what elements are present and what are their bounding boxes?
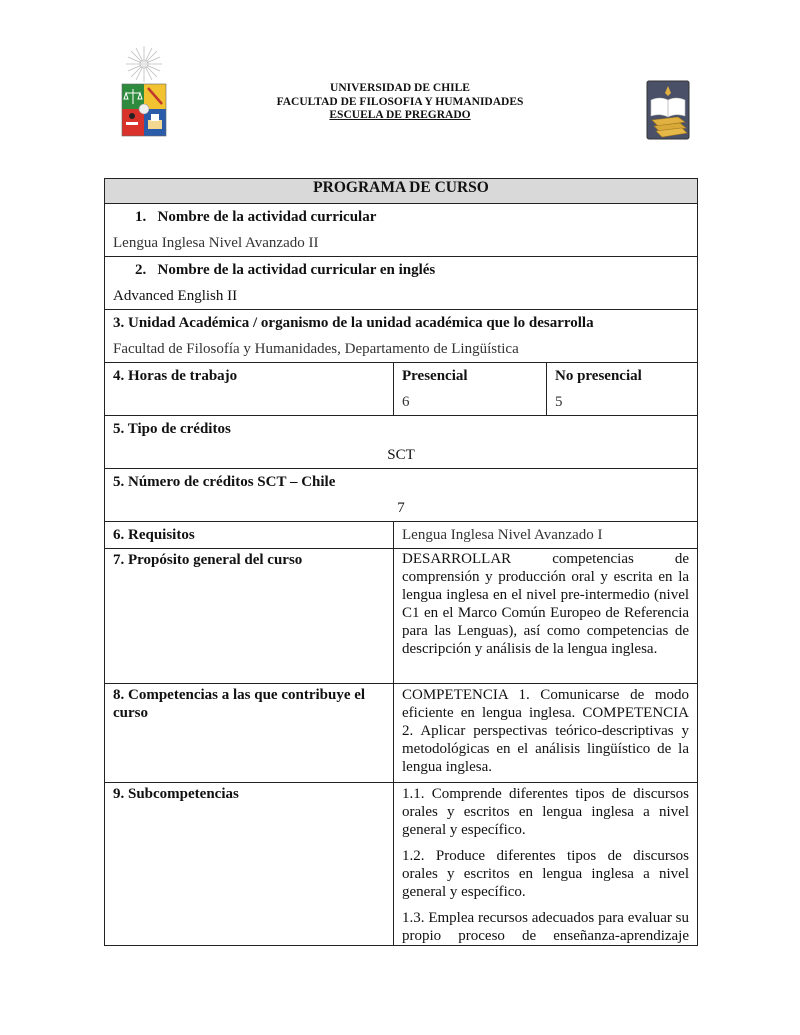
section-credit-type <box>105 416 698 469</box>
section-general-purpose <box>105 549 394 684</box>
page-header <box>0 0 800 150</box>
institution-heading <box>200 82 600 123</box>
section-label: 6. Requisitos <box>113 527 195 543</box>
subcompetencies-value-cell <box>394 783 698 946</box>
table-row <box>105 310 698 363</box>
section-label: 3. Unidad Académica / organismo de la unidad académica que lo desarrolla <box>113 315 594 331</box>
section-academic-unit <box>105 310 698 363</box>
section-value: DESARROLLAR competencias de comprensión y producción oral y escrita en la lengua inglesa en el nivel pre-intermedio (nivel C1 en el Marco Común Europeo de Referencia para las Lenguas), así como competencias de descripción y análisis de la lengua inglesa. <box>402 551 690 657</box>
section-label-text: Nombre de la actividad curricular en inglés <box>157 262 436 278</box>
section-credit-count <box>105 469 698 522</box>
table-row <box>105 204 698 257</box>
faculty-name: FACULTAD DE FILOSOFIA Y HUMANIDADES <box>276 95 524 108</box>
section-label: 7. Propósito general del curso <box>113 552 303 568</box>
course-program-table <box>104 178 698 946</box>
presencial-label: Presencial <box>402 368 468 384</box>
section-work-hours <box>105 363 394 416</box>
section-label: 5. Tipo de créditos <box>113 421 231 437</box>
table-row <box>105 684 698 783</box>
table-row <box>105 469 698 522</box>
table-row <box>105 783 698 946</box>
table-row <box>105 416 698 469</box>
section-label: 5. Número de créditos SCT – Chile <box>113 474 336 490</box>
section-label: 9. Subcompetencias <box>113 786 239 802</box>
section-activity-name <box>105 204 698 257</box>
section-value: 7 <box>397 500 405 516</box>
table-row <box>105 363 698 416</box>
section-label-text: Nombre de la actividad curricular <box>157 209 377 225</box>
no-presencial-label: No presencial <box>555 368 642 384</box>
section-value: Lengua Inglesa Nivel Avanzado II <box>113 235 319 251</box>
school-name: ESCUELA DE PREGRADO <box>329 109 471 121</box>
presencial-cell <box>394 363 547 416</box>
section-competencies <box>105 684 394 783</box>
table-row <box>105 257 698 310</box>
section-value: COMPETENCIA 1. Comunicarse de modo eficiente en lengua inglesa. COMPETENCIA 2. Aplicar perspectivas teórico-descriptivas y metodológicas en el análisis lingüístico de la lengua inglesa. <box>402 687 690 775</box>
university-name: UNIVERSIDAD DE CHILE <box>330 82 470 94</box>
subcompetency-item: 1.3. Emplea recursos adecuados para evaluar su propio proceso de enseñanza-aprendizaje <box>402 910 690 944</box>
table-title: PROGRAMA DE CURSO <box>105 179 698 204</box>
section-activity-name-english <box>105 257 698 310</box>
open-book-on-books-icon <box>646 80 690 140</box>
table-row <box>105 522 698 549</box>
section-number: 1. <box>135 209 147 225</box>
section-value: Facultad de Filosofía y Humanidades, Departamento de Lingüística <box>113 341 519 357</box>
universidad-de-chile-crest-icon <box>118 44 170 138</box>
section-label: 8. Competencias a las que contribuye el curso <box>113 687 366 721</box>
section-subcompetencies <box>105 783 394 946</box>
section-label <box>113 257 689 283</box>
subcompetency-item: 1.2. Produce diferentes tipos de discursos orales y escritos en lengua inglesa a nivel general y específico. <box>402 848 690 900</box>
requirements-value-cell <box>394 522 698 549</box>
competencies-value-cell <box>394 684 698 783</box>
section-value: SCT <box>387 447 415 463</box>
section-requirements <box>105 522 394 549</box>
section-value: Advanced English II <box>113 288 238 304</box>
section-label <box>113 204 689 230</box>
general-purpose-value-cell <box>394 549 698 684</box>
presencial-value: 6 <box>402 394 410 410</box>
no-presencial-cell <box>547 363 698 416</box>
section-value: Lengua Inglesa Nivel Avanzado I <box>402 527 603 543</box>
section-label: 4. Horas de trabajo <box>113 368 238 384</box>
table-row <box>105 549 698 684</box>
section-number: 2. <box>135 262 147 278</box>
subcompetency-item: 1.1. Comprende diferentes tipos de discursos orales y escritos en lengua inglesa a nivel general y específico. <box>402 786 690 838</box>
table-title-row <box>105 179 698 204</box>
no-presencial-value: 5 <box>555 394 563 410</box>
